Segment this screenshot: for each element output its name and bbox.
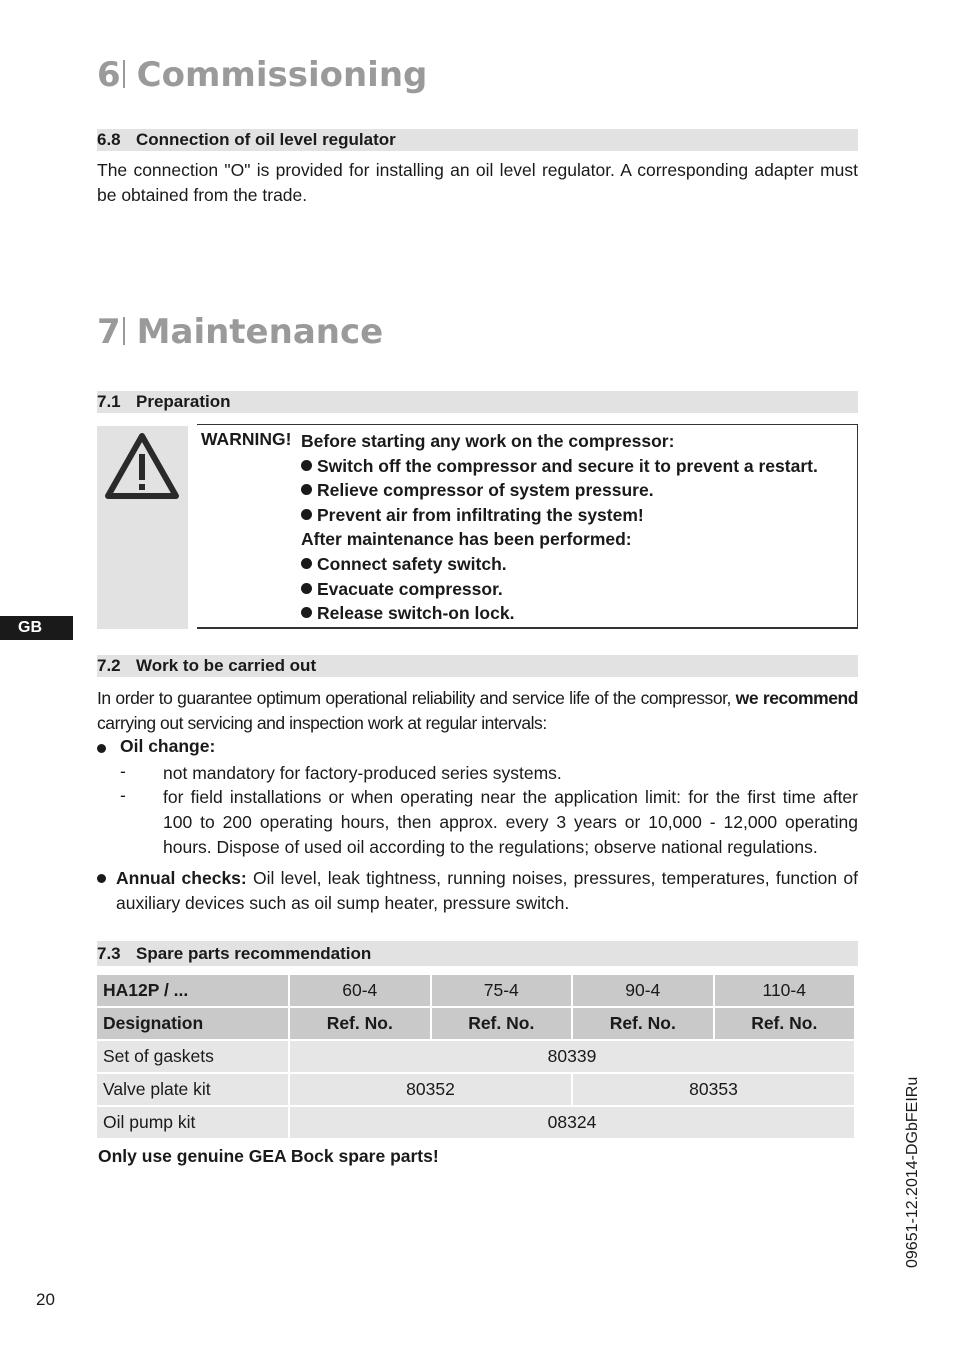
section-number: 6.8 [97, 130, 121, 149]
table-header-row [97, 975, 854, 1006]
section-number: 7.1 [97, 392, 121, 411]
warning-box [97, 424, 858, 629]
designation-label: Designation [97, 1008, 288, 1039]
list-item: Evacuate compressor. [301, 577, 818, 602]
section-number: 7.3 [97, 944, 121, 963]
table-row [97, 1107, 854, 1138]
list-item: Prevent air from infiltrating the system! [301, 503, 818, 528]
section-7-2-intro: In order to guarantee optimum operational reliability and service life of the compressor, we recommend carrying out servicing and inspection work at regular intervals: [97, 688, 858, 733]
bullet-icon [301, 558, 312, 569]
ref-label: Ref. No. [573, 1008, 713, 1039]
language-tab: GB [0, 616, 73, 640]
part-ref: 08324 [290, 1107, 854, 1138]
warning-content [301, 429, 818, 626]
model-label: HA12P / ... [97, 975, 288, 1006]
part-ref: 80352 [290, 1074, 571, 1105]
model-cell: 60-4 [290, 975, 430, 1006]
before-heading: Before starting any work on the compressor: [301, 431, 675, 451]
section-title: Spare parts recommendation [136, 944, 372, 963]
warning-triangle-icon [97, 426, 188, 629]
ref-label: Ref. No. [290, 1008, 430, 1039]
spare-parts-note: Only use genuine GEA Bock spare parts! [98, 1146, 439, 1166]
model-cell: 90-4 [573, 975, 713, 1006]
part-ref: 80353 [573, 1074, 854, 1105]
bullet-icon [301, 583, 312, 594]
model-cell: 75-4 [432, 975, 572, 1006]
warning-icon-panel [97, 426, 188, 629]
oil-change-item: for field installations or when operating near the application limit: for the first time after 100 to 200 operating hours, then approx. every 3 years or 10,000 - 12,000 operating hours. Dispose of used oil according to the regulations; observe national regulations. [163, 787, 858, 857]
chapter-title-text: Maintenance [136, 312, 384, 352]
list-item: Release switch-on lock. [301, 601, 818, 626]
section-7-1-header [97, 391, 858, 413]
chapter-number: 6 [97, 55, 121, 95]
part-name: Oil pump kit [97, 1107, 288, 1138]
section-7-3-header [97, 941, 858, 966]
part-name: Valve plate kit [97, 1074, 288, 1105]
list-item: Relieve compressor of system pressure. [301, 478, 818, 503]
oil-change-label: Oil change: [120, 736, 216, 756]
section-title: Work to be carried out [136, 656, 317, 675]
model-cell: 110-4 [715, 975, 855, 1006]
chapter-divider [123, 60, 125, 88]
ref-label: Ref. No. [432, 1008, 572, 1039]
bullet-icon [97, 744, 106, 753]
table-row [97, 1074, 854, 1105]
bullet-icon [301, 509, 312, 520]
spare-parts-table [95, 973, 856, 1140]
table-row [97, 1041, 854, 1072]
chapter-7-title [97, 312, 383, 352]
page-number: 20 [36, 1290, 55, 1309]
part-ref: 80339 [290, 1041, 854, 1072]
after-heading: After maintenance has been performed: [301, 529, 632, 550]
dash-marker: - [120, 761, 126, 781]
bullet-icon [97, 874, 106, 883]
table-header-row [97, 1008, 854, 1039]
ref-label: Ref. No. [715, 1008, 855, 1039]
section-number: 7.2 [97, 656, 121, 675]
annual-checks: Annual checks: Oil level, leak tightness, running noises, pressures, temperatures, function of auxiliary devices such as oil sump heater, pressure switch. [116, 868, 858, 913]
bullet-icon [301, 607, 312, 618]
dash-marker: - [120, 785, 126, 805]
list-item: Connect safety switch. [301, 552, 818, 577]
section-6-8-header [97, 129, 858, 151]
bullet-icon [301, 484, 312, 495]
section-6-8-text: The connection "O" is provided for installing an oil level regulator. A corresponding adapter must be obtained from the trade. [97, 160, 858, 205]
bullet-icon [301, 460, 312, 471]
oil-change-item: not mandatory for factory-produced series systems. [163, 763, 562, 783]
chapter-6-title [97, 55, 427, 95]
warning-label: WARNING! [201, 429, 292, 449]
part-name: Set of gaskets [97, 1041, 288, 1072]
document-code: 09651-12.2014-DGbFEIRu [904, 1076, 921, 1268]
chapter-divider [123, 317, 125, 345]
section-7-2-header [97, 655, 858, 677]
chapter-number: 7 [97, 312, 121, 352]
list-item: Switch off the compressor and secure it to prevent a restart. [301, 454, 818, 479]
section-title: Connection of oil level regulator [136, 130, 396, 149]
chapter-title-text: Commissioning [136, 55, 428, 95]
section-title: Preparation [136, 392, 231, 411]
